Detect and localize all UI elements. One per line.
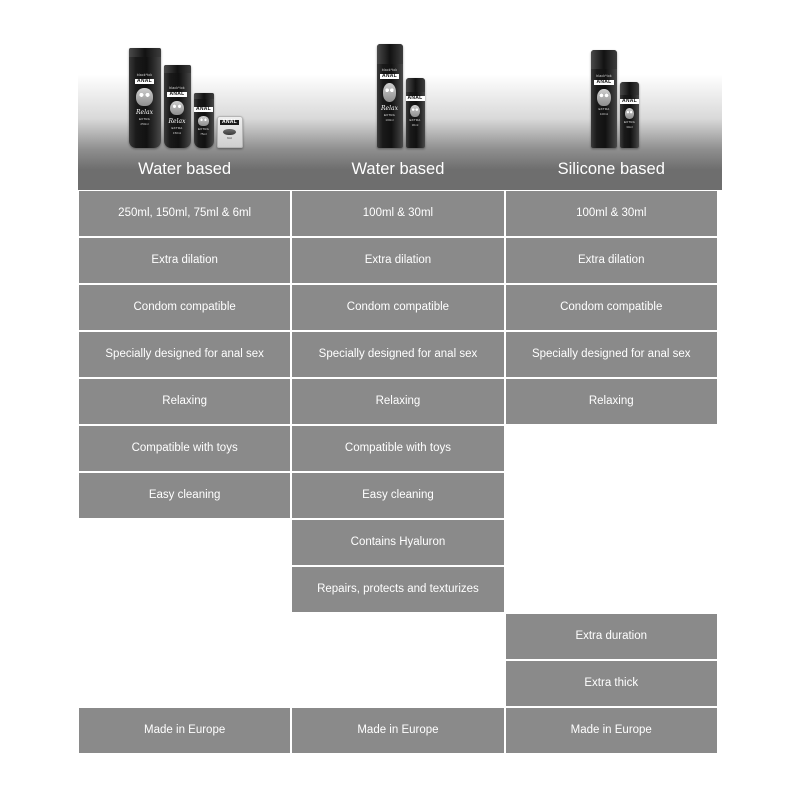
comparison-table <box>78 190 722 754</box>
cell-anal-sex-2: Specially designed for anal sex <box>291 331 504 378</box>
cell-condom-compatible-3: Condom compatible <box>505 284 718 331</box>
cap <box>194 93 214 99</box>
cell-extra-duration-2 <box>291 613 504 660</box>
label-face: black*tok ANAL Relax EXTRA 100ml <box>381 67 398 122</box>
cell-toys-1: Compatible with toys <box>78 425 291 472</box>
cell-sizes-2: 100ml & 30ml <box>291 190 504 237</box>
face-logo-icon <box>223 129 235 135</box>
cell-anal-sex-3: Specially designed for anal sex <box>505 331 718 378</box>
column-header-3: Silicone based <box>557 159 665 178</box>
cell-anal-sex-1: Specially designed for anal sex <box>78 331 291 378</box>
cell-hyaluron-1 <box>78 519 291 566</box>
cell-extra-dilation-2: Extra dilation <box>291 237 504 284</box>
product-bottle-30ml-water <box>406 78 425 148</box>
face-logo-icon <box>136 88 152 105</box>
table-row <box>78 472 722 519</box>
product-bottle-100ml-silicone <box>591 50 617 148</box>
cell-toys-3 <box>505 425 718 472</box>
table-row <box>78 660 722 707</box>
cell-hyaluron-2: Contains Hyaluron <box>291 519 504 566</box>
cell-extra-thick-3: Extra thick <box>505 660 718 707</box>
label-face: ANAL EXTRA 30ml <box>407 95 423 128</box>
cell-condom-compatible-2: Condom compatible <box>291 284 504 331</box>
label-face: black*tok ANAL EXTRA 100ml <box>596 73 612 116</box>
table-row <box>78 378 722 425</box>
table-row <box>78 707 722 754</box>
face-logo-icon <box>597 89 610 106</box>
product-group-silicone-bottles <box>508 28 722 148</box>
cap <box>129 48 161 57</box>
cell-extra-dilation-1: Extra dilation <box>78 237 291 284</box>
label-face: ANAL EXTRA 30ml <box>621 98 638 130</box>
product-bottle-100ml-water <box>377 44 403 148</box>
cell-easy-cleaning-1: Easy cleaning <box>78 472 291 519</box>
table-row <box>78 237 722 284</box>
cell-relaxing-2: Relaxing <box>291 378 504 425</box>
product-tube-150ml <box>164 65 191 148</box>
label-face: ANAL 6ml <box>221 119 238 141</box>
cell-easy-cleaning-3 <box>505 472 718 519</box>
table-row <box>78 190 722 237</box>
table-row <box>78 331 722 378</box>
face-logo-icon <box>198 116 208 125</box>
table-row <box>78 613 722 660</box>
cell-extra-thick-1 <box>78 660 291 707</box>
table-row <box>78 425 722 472</box>
cell-made-in-europe-2: Made in Europe <box>291 707 504 754</box>
cell-condom-compatible-1: Condom compatible <box>78 284 291 331</box>
face-logo-icon <box>170 101 184 115</box>
cell-extra-duration-1 <box>78 613 291 660</box>
cell-made-in-europe-3: Made in Europe <box>505 707 718 754</box>
column-headers <box>78 148 722 190</box>
column-header-1: Water based <box>138 159 232 178</box>
product-bottle-30ml-silicone <box>620 82 639 148</box>
cell-repairs-2: Repairs, protects and texturizes <box>291 566 504 613</box>
cell-relaxing-1: Relaxing <box>78 378 291 425</box>
product-group-water-bottles <box>293 28 508 148</box>
product-tube-250ml <box>129 48 161 148</box>
product-tube-75ml <box>194 93 214 148</box>
cell-sizes-1: 250ml, 150ml, 75ml & 6ml <box>78 190 291 237</box>
face-logo-icon <box>383 83 396 101</box>
cell-relaxing-3: Relaxing <box>505 378 718 425</box>
cap <box>164 65 191 73</box>
product-sachet-6ml <box>217 116 243 148</box>
cap <box>620 82 639 95</box>
cell-extra-thick-2 <box>291 660 504 707</box>
cell-hyaluron-3 <box>505 519 718 566</box>
label-face: black*tok ANAL Relax EXTRA 250ml <box>136 73 153 126</box>
cell-repairs-3 <box>505 566 718 613</box>
face-logo-icon <box>625 108 635 119</box>
cell-sizes-3: 100ml & 30ml <box>505 190 718 237</box>
cell-extra-duration-3: Extra duration <box>505 613 718 660</box>
cap <box>406 78 425 92</box>
table-row <box>78 566 722 613</box>
cell-easy-cleaning-2: Easy cleaning <box>291 472 504 519</box>
cell-made-in-europe-1: Made in Europe <box>78 707 291 754</box>
cap <box>377 44 403 64</box>
cell-extra-dilation-3: Extra dilation <box>505 237 718 284</box>
label-face: ANAL EXTRA 75ml <box>195 106 212 136</box>
face-logo-icon <box>410 105 420 117</box>
table-row <box>78 284 722 331</box>
table-row <box>78 519 722 566</box>
cell-repairs-1 <box>78 566 291 613</box>
product-group-water-tubes <box>78 28 293 148</box>
cap <box>591 50 617 69</box>
cell-toys-2: Compatible with toys <box>291 425 504 472</box>
label-face: black*tok ANAL Relax EXTRA 150ml <box>168 85 186 136</box>
column-header-2: Water based <box>351 159 445 178</box>
